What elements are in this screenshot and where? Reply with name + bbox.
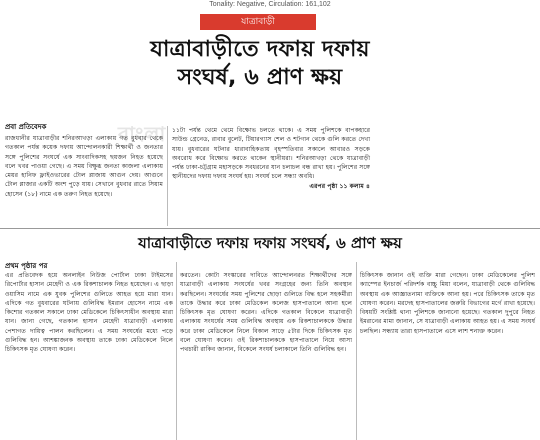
article-paragraph: এর প্রতিবেদক হয়ে অনলাইন নিউজ পোর্টাল ঢাকা টাইমসের রিপোর্টার হাসান মেহেদী ও এক রিকশাচালক নিহত হয়েছেন। এ ছাড়া ওয়াসিম নামে এক যুবক পুলিশের গুলিতে আহত হয়ে মারা যান। এদিকে গত বুধবারের ঘটনায় গুলিবিদ্ধ ইমরান হোসেন নামে এক কিশোর গতকাল সকালে ঢাকা মেডিকেলে চিকিৎসাধীন অবস্থায় মারা যান। জানা গেছে, গতকাল হাসান মেহেদী যাত্রাবাড়ী এলাকায় পেশাগত দায়িত্ব পালন করছিলেন। এ সময় সংঘর্ষের মধ্যে পড়ে গুলিবিদ্ধ হন। আশঙ্কাজনক অবস্থায় তাকে ঢাকা মেডিকেলে নিলে চিকিৎসক মৃত ঘোষণা করেন। [5,272,173,354]
continuation-headline: যাত্রাবাড়ীতে দফায় দফায় সংঘর্ষ, ৬ প্রাণ ক্ষয় [138,234,402,252]
article-paragraph: চিকিৎসক জানান ওই ব্যক্তি মারা গেছেন। ঢাকা মেডিকেলের পুলিশ ক্যাম্পের ইনচার্জ পরিদর্শক বাচ্চু মিয়া বলেন, যাত্রাবাড়ী থেকে গুলিবিদ্ধ অবস্থায় এক আজ্ঞাতনামা ব্যক্তিকে আনা হয়। পরে চিকিৎসক তাকে মৃত ঘোষণা করেন। মরদেহ হাসপাতালের জরুরি বিভাগের মর্গে রাখা হয়েছে। বিষয়টি সংশ্লিষ্ট থানা পুলিশকে জানানো হয়েছে। গতকাল দুপুরে নিহত ইমরানের মামা জানান, সে যাত্রাবাড়ী এলাকায় আহত হয়। এ সময় সংঘর্ষ চলছিল। সন্ধ্যায় তারা হাসপাতালে এসে লাশ শনাক্ত করেন। [360,272,535,335]
continuation-column-2 [180,271,352,355]
headline-line-2: সংঘর্ষ, ৬ প্রাণ ক্ষয় [177,65,343,90]
article-column-1 [5,134,163,199]
watermark-logo: বাংলা [118,124,167,146]
byline: প্রবা প্রতিবেদক [5,123,47,131]
tonality-circulation-meta: Tonality: Negative, Circulation: 161,102 [209,1,331,8]
headline-line-1: যাত্রাবাড়ীতে দফায় দফায় [150,37,370,62]
column-divider [356,262,357,440]
article-column-2 [172,126,370,191]
page-divider [0,228,540,229]
continuation-note: এরপর পৃষ্ঠা ১১ কলাম ৪ [309,182,370,190]
continuation-column-1 [5,271,173,355]
column-divider [176,262,177,440]
headline [40,36,480,92]
section-tag: যাত্রাবাড়ী [200,14,316,30]
column-divider [167,126,168,226]
continuation-label: প্রথম পৃষ্ঠার পর [5,262,48,270]
continuation-column-3 [360,271,535,336]
article-paragraph: করতেন। কোটা সংস্কারের দাবিতে আন্দোলনরত শিক্ষার্থীদের সঙ্গে যাত্রাবাড়ী এলাকায় সংঘর্ষের খবর সংগ্রহের জন্য তিনি অবস্থান করছিলেন। সংঘর্ষের সময় পুলিশের ছোড়া গুলিতে বিদ্ধ হলে সহকর্মীরা তাকে উদ্ধার করে ঢাকা মেডিকেল কলেজ হাসপাতালে আনা হলে চিকিৎসক মৃত ঘোষণা করেন। এদিকে গতকাল বিকেলে যাত্রাবাড়ী এলাকায় সংঘর্ষের সময় গুলিবিদ্ধ অবস্থায় এক রিকশাচালককে উদ্ধার করে ঢাকা মেডিকেলে নিলে বিকাল সাড়ে ৫টার দিকে চিকিৎসক মৃত বলে ঘোষণা করেন। ওই রিকশাচালককে হাসপাতালে নিয়ে আসা পথচারী রাকিব জানান, বিকেলে সংঘর্ষ চলাকালে তিনি গুলিবিদ্ধ হন। [180,272,352,354]
article-paragraph: ১১টা পর্যন্ত থেমে থেমে বিক্ষোভ চলতে থাকে। এ সময় পুলিশকে বাপকহারে সাউন্ড গ্রেনেড, রাবার বুলেট, টিয়ারগ্যাস শেল ও শটগান থেকে গুলি করতে দেখা যায়। বুধবারের ঘটনার ধারাবাহিকতায় বৃহস্পতিবার সকালে আবারও সড়কে অবরোধ করে বিক্ষোভ করতে থাকেন স্থানীয়রা। শনিরআখড়া থেকে যাত্রাবাড়ী পর্যন্ত ঢাকা-চট্টগ্রাম মহাসড়কে সবধরনের যান চলাচল বন্ধ রাখা হয়। পুলিশের সঙ্গে স্থানীয়দের দফায় দফায় সংঘর্ষ হয়। সংঘর্ষ চলে সন্ধ্যা অবধি। [172,127,370,181]
article-paragraph: রাজধানীর যাত্রাবাড়ীর শনিরআখড়া এলাকায় গত বুধবার থেকে গতকাল পর্যন্ত কয়েক দফায় আন্দোলনকারী শিক্ষার্থী ও জনতার সঙ্গে পুলিশের সংঘর্ষে এক সাংবাদিকসহ ছয়জন নিহত হয়েছে বলে খবর পাওয়া গেছে। এ সময় বিক্ষুব্ধ জনতা কাজলা এলাকায় মেয়র হানিফ ফ্লাইওভারের টোল প্লাজায় আগুন দেয়। আগুনে টোল প্লাজার একটি অংশ পুড়ে যায়। সেখানে বুধবার রাতে সিয়াম হোসেন (১৮) নামে এক তরুণ নিহত হয়েছে। [5,135,163,198]
